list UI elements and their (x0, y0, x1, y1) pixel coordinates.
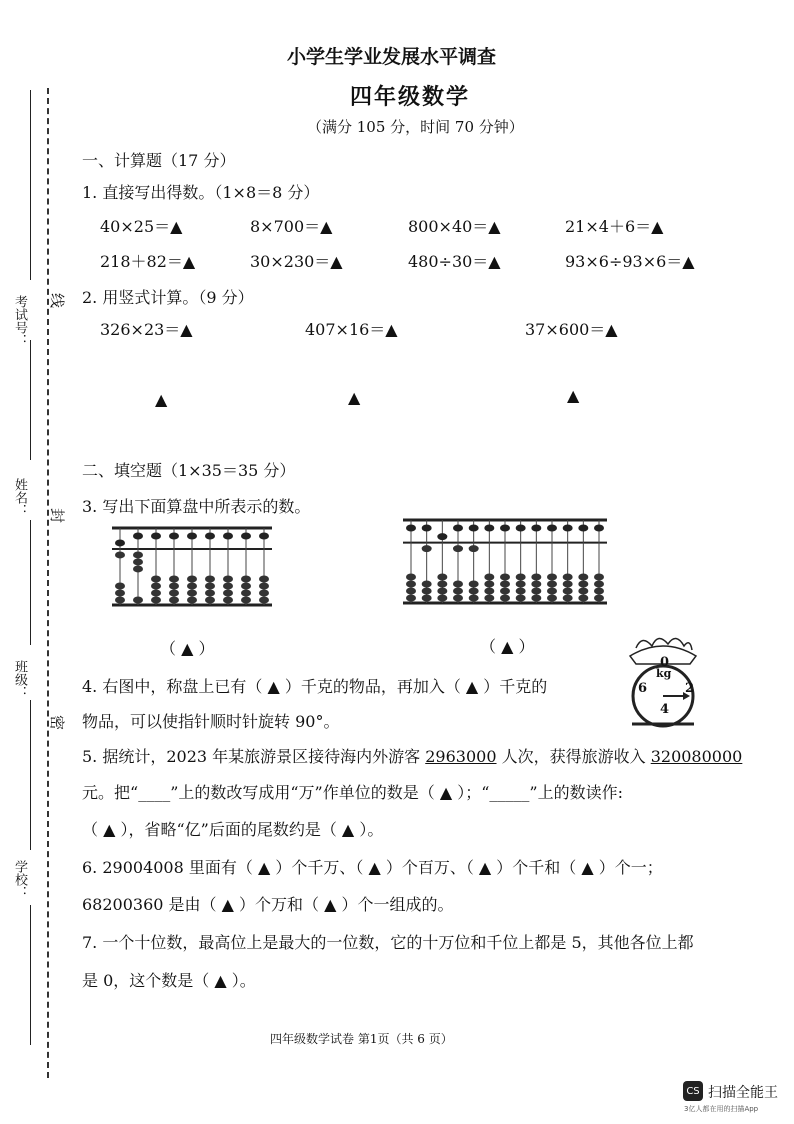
q1-item: 93×6÷93×6＝▲ (565, 252, 695, 271)
abacus-bead (437, 533, 447, 540)
abacus-bead (563, 581, 573, 588)
abacus-bead (187, 576, 197, 583)
abacus-bead (531, 581, 541, 588)
q1-item: 800×40＝▲ (408, 217, 501, 236)
doc-subtitle: 四年级数学 (350, 84, 471, 110)
abacus-bead (563, 525, 573, 532)
abacus-bead (531, 595, 541, 602)
section1-title: 一、计算题（17 分） (82, 151, 236, 170)
q2-item: 37×600＝▲ (525, 320, 618, 339)
abacus-bead (484, 574, 494, 581)
abacus-bead (578, 581, 588, 588)
abacus-bead (151, 583, 161, 590)
abacus-bead (241, 590, 251, 597)
abacus-bead (453, 545, 463, 552)
abacus-bead (469, 595, 479, 602)
abacus-bead (453, 581, 463, 588)
abacus-bead (187, 597, 197, 604)
abacus-bead (500, 574, 510, 581)
seal-seal-char: 封 (48, 507, 67, 524)
abacus-bead (259, 533, 269, 540)
abacus-bead (453, 525, 463, 532)
seal-secret-char: 密 (48, 714, 67, 731)
abacus-bead (516, 588, 526, 595)
abacus-bead (133, 558, 143, 565)
abacus-bead (594, 574, 604, 581)
abacus-bead (578, 574, 588, 581)
abacus-bead (205, 590, 215, 597)
abacus-bead (169, 583, 179, 590)
abacus-bead (133, 597, 143, 604)
abacus-bead (115, 583, 125, 590)
abacus-bead (187, 533, 197, 540)
class-label: 班级： (12, 660, 27, 699)
q1-title: 1. 直接写出得数。（1×8＝8 分） (82, 183, 320, 202)
q3-blank: （ ▲ ） (480, 637, 535, 656)
abacus-bead (531, 588, 541, 595)
abacus-bead (406, 525, 416, 532)
camscanner-tagline: 3亿人都在用的扫描App (684, 1105, 759, 1113)
abacus-bead (422, 588, 432, 595)
q5-line2-b: ”上的数改写成用“万”作单位的数是（ ▲ ）；“ (170, 783, 490, 802)
scale-four: 4 (660, 702, 670, 717)
abacus-bead (259, 590, 269, 597)
q2-title: 2. 用竖式计算。（9 分） (82, 288, 254, 307)
q5-prefix: 5. 据统计，2023 年某旅游景区接待海内外游客 (82, 747, 426, 766)
abacus-bead (594, 525, 604, 532)
abacus-bead (531, 574, 541, 581)
q3-title: 3. 写出下面算盘中所表示的数。 (82, 497, 311, 516)
abacus-bead (241, 576, 251, 583)
abacus-bead (453, 588, 463, 595)
q5-line1 (82, 744, 742, 767)
abacus-bead (259, 576, 269, 583)
abacus-bead (531, 525, 541, 532)
abacus-bead (422, 581, 432, 588)
abacus-bead (169, 533, 179, 540)
abacus-bead (516, 574, 526, 581)
q5-mid: 人次，获得旅游收入 (496, 747, 651, 766)
q5-blank1: ____ (138, 783, 171, 802)
q2-answer: ▲ (155, 390, 168, 409)
abacus-1 (112, 526, 272, 608)
camscanner-brand: 扫描全能王 (708, 1085, 778, 1101)
abacus-bead (187, 583, 197, 590)
abacus-bead (516, 581, 526, 588)
section2-title: 二、填空题（1×35＝35 分） (82, 461, 296, 480)
q5-line2-a: 元。把“ (82, 783, 139, 802)
abacus-2 (403, 518, 607, 606)
abacus-bead (437, 581, 447, 588)
q5-blank2: _____ (489, 783, 530, 802)
q2-answer: ▲ (348, 388, 361, 407)
abacus-bead (205, 576, 215, 583)
abacus-bead (205, 597, 215, 604)
abacus-bead (115, 597, 125, 604)
q2-item: 326×23＝▲ (100, 320, 193, 339)
abacus-bead (437, 588, 447, 595)
abacus-bead (259, 583, 269, 590)
scale-zero: 0 (660, 655, 670, 670)
abacus-bead (187, 590, 197, 597)
camscanner-logo-icon: CS (683, 1081, 703, 1101)
abacus-bead (169, 576, 179, 583)
abacus-bead (133, 533, 143, 540)
scale-unit: kg (656, 667, 672, 680)
exam-no-line (30, 90, 31, 280)
abacus-bead (422, 545, 432, 552)
abacus-bead (484, 525, 494, 532)
abacus-bead (223, 576, 233, 583)
abacus-bead (205, 583, 215, 590)
doc-title: 小学生学业发展水平调查 (287, 46, 497, 68)
abacus-bead (484, 588, 494, 595)
abacus-bead (205, 533, 215, 540)
seal-line-char: 线 (48, 292, 67, 309)
abacus-bead (578, 525, 588, 532)
binding-dashed-line (47, 88, 49, 1078)
q2-answer: ▲ (567, 386, 580, 405)
abacus-bead (578, 588, 588, 595)
abacus-bead (563, 574, 573, 581)
abacus-bead (594, 595, 604, 602)
school-label: 学校： (12, 860, 27, 899)
abacus-bead (500, 581, 510, 588)
abacus-bead (516, 525, 526, 532)
q4-line2: 物品，可以使指针顺时针旋转 90°。 (82, 712, 340, 731)
abacus-bead (484, 581, 494, 588)
abacus-bead (406, 574, 416, 581)
q7-line1: 7. 一个十位数，最高位上是最大的一位数，它的十万位和千位上都是 5，其他各位上都 (82, 933, 694, 952)
abacus-bead (406, 595, 416, 602)
abacus-bead (241, 583, 251, 590)
abacus-bead (578, 595, 588, 602)
abacus-bead (500, 525, 510, 532)
abacus-bead (547, 595, 557, 602)
q6-line1: 6. 29004008 里面有（ ▲ ）个千万、（ ▲ ）个百万、（ ▲ ）个千和（ ▲ ）个一； (82, 858, 663, 877)
abacus-bead (223, 590, 233, 597)
abacus-bead (453, 595, 463, 602)
abacus-bead (547, 588, 557, 595)
school-line-2 (30, 905, 31, 1045)
abacus-bead (500, 588, 510, 595)
abacus-bead (259, 597, 269, 604)
abacus-bead (133, 551, 143, 558)
abacus-bead (223, 533, 233, 540)
abacus-bead (547, 525, 557, 532)
abacus-bead (516, 595, 526, 602)
abacus-bead (594, 588, 604, 595)
abacus-bead (469, 545, 479, 552)
abacus-bead (151, 590, 161, 597)
abacus-bead (547, 581, 557, 588)
abacus-bead (133, 565, 143, 572)
abacus-bead (115, 551, 125, 558)
scale-two: 2 (685, 681, 695, 696)
abacus-bead (151, 597, 161, 604)
abacus-bead (469, 525, 479, 532)
abacus-bead (500, 595, 510, 602)
abacus-bead (563, 588, 573, 595)
q7-line2: 是 0，这个数是（ ▲ ）。 (82, 971, 256, 990)
abacus-bead (406, 588, 416, 595)
abacus-bead (223, 583, 233, 590)
exam-no-label: 考试号： (12, 295, 27, 347)
q1-item: 480÷30＝▲ (408, 252, 501, 271)
name-label: 姓名： (12, 478, 27, 517)
abacus-bead (406, 581, 416, 588)
abacus-bead (151, 576, 161, 583)
abacus-bead (469, 581, 479, 588)
abacus-bead (437, 574, 447, 581)
abacus-bead (241, 533, 251, 540)
q5-num1: 2963000 (425, 747, 497, 766)
abacus-bead (437, 595, 447, 602)
abacus-bead (594, 581, 604, 588)
class-line (30, 520, 31, 645)
q5-line2 (82, 780, 623, 803)
school-line (30, 700, 31, 850)
abacus-bead (151, 533, 161, 540)
abacus-bead (169, 597, 179, 604)
abacus-bead (169, 590, 179, 597)
abacus-bead (563, 595, 573, 602)
q1-item: 218＋82＝▲ (100, 252, 196, 271)
page-footer: 四年级数学试卷 第1页（共 6 页） (270, 1032, 453, 1046)
abacus-bead (241, 597, 251, 604)
q4-line1: 4. 右图中，称盘上已有（ ▲ ）千克的物品，再加入（ ▲ ）千克的 (82, 677, 548, 696)
abacus-bead (547, 574, 557, 581)
abacus-bead (422, 595, 432, 602)
abacus-bead (115, 590, 125, 597)
q1-item: 8×700＝▲ (250, 217, 333, 236)
q5-line2-c: ”上的数读作: (529, 783, 623, 802)
q1-item: 21×4＋6＝▲ (565, 217, 664, 236)
doc-meta: （满分 105 分，时间 70 分钟） (307, 118, 524, 136)
q3-blank: （ ▲ ） (160, 639, 215, 658)
q1-item: 40×25＝▲ (100, 217, 183, 236)
abacus-bead (469, 588, 479, 595)
abacus-bead (223, 597, 233, 604)
q5-num2: 320080000 (650, 747, 743, 766)
abacus-bead (484, 595, 494, 602)
abacus-bead (115, 539, 125, 546)
q6-line2: 68200360 是由（ ▲ ）个万和（ ▲ ）个一组成的。 (82, 895, 454, 914)
q5-line3: （ ▲ ），省略“亿”后面的尾数约是（ ▲ ）。 (82, 820, 384, 839)
name-line (30, 340, 31, 460)
abacus-bead (422, 525, 432, 532)
q1-item: 30×230＝▲ (250, 252, 343, 271)
scale-six: 6 (638, 681, 648, 696)
q2-item: 407×16＝▲ (305, 320, 398, 339)
